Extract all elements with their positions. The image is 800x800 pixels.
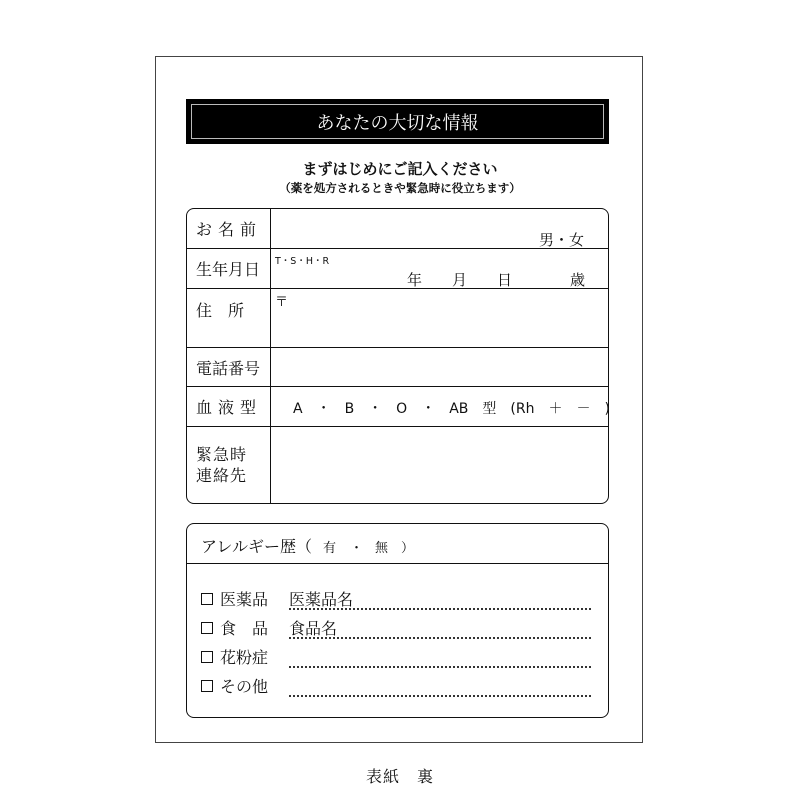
emergency-contact-row: [187, 426, 608, 503]
name-row: [187, 209, 608, 248]
allergy-item-value: 食品名: [289, 619, 338, 638]
birthdate-row: [187, 248, 608, 288]
age-unit: 歳: [570, 271, 586, 289]
allergy-item-label: 医薬品: [220, 590, 269, 609]
address-label: 住 所: [187, 289, 271, 347]
emergency-contact-label: [187, 427, 271, 503]
allergy-item-value: 医薬品名: [289, 590, 354, 609]
emergency-label-line2: 連絡先: [196, 466, 248, 485]
blood-type-options[interactable]: A ・ B ・ O ・ AB 型 (Rh ＋ － ): [293, 401, 610, 417]
page-caption: 表紙 裏: [365, 767, 434, 786]
allergy-separator: ・: [350, 541, 364, 556]
allergy-item-label: 食 品: [220, 619, 269, 638]
card-back-cover: [155, 56, 643, 743]
postal-mark: 〒: [275, 295, 289, 310]
year-unit: 年: [407, 271, 423, 289]
allergy-close-paren: ）: [401, 541, 415, 556]
era-options[interactable]: T・S・H・R: [275, 256, 330, 267]
personal-info-table: [186, 208, 609, 504]
allergy-item-label: その他: [220, 677, 269, 696]
allergy-item-medicine[interactable]: [201, 587, 268, 610]
blood-type-row: [187, 386, 608, 426]
phone-row: [187, 347, 608, 386]
allergy-title: アレルギー歴（: [201, 537, 312, 556]
allergy-yes-option[interactable]: 有: [323, 541, 337, 556]
allergy-item-pollen[interactable]: [201, 645, 268, 668]
instruction-heading: まずはじめにご記入ください: [302, 160, 498, 178]
allergy-header: [187, 524, 608, 564]
allergy-no-option[interactable]: 無: [375, 541, 389, 556]
other-write-line[interactable]: [289, 695, 591, 697]
allergy-history-box: [186, 523, 609, 718]
card-title: あなたの大切な情報: [191, 104, 604, 139]
pollen-write-line[interactable]: [289, 666, 591, 668]
address-row: [187, 288, 608, 347]
phone-label: 電話番号: [187, 348, 271, 386]
food-write-line[interactable]: [289, 637, 591, 639]
title-bar: [186, 99, 609, 144]
name-label: お名前: [187, 209, 271, 248]
birthdate-label: 生年月日: [187, 249, 271, 288]
checkbox-icon[interactable]: [201, 593, 213, 605]
month-unit: 月: [452, 271, 468, 289]
allergy-item-label: 花粉症: [220, 648, 269, 667]
emergency-label-line1: 緊急時: [196, 445, 248, 464]
instruction-note: （薬を処方されるときや緊急時に役立ちます）: [279, 181, 521, 195]
checkbox-icon[interactable]: [201, 680, 213, 692]
blood-type-label: 血液型: [187, 387, 271, 426]
medicine-write-line[interactable]: [289, 608, 591, 610]
checkbox-icon[interactable]: [201, 622, 213, 634]
allergy-item-other[interactable]: [201, 674, 268, 697]
day-unit: 日: [497, 271, 513, 289]
gender-options[interactable]: 男・女: [538, 231, 584, 249]
checkbox-icon[interactable]: [201, 651, 213, 663]
allergy-item-food[interactable]: [201, 616, 268, 639]
